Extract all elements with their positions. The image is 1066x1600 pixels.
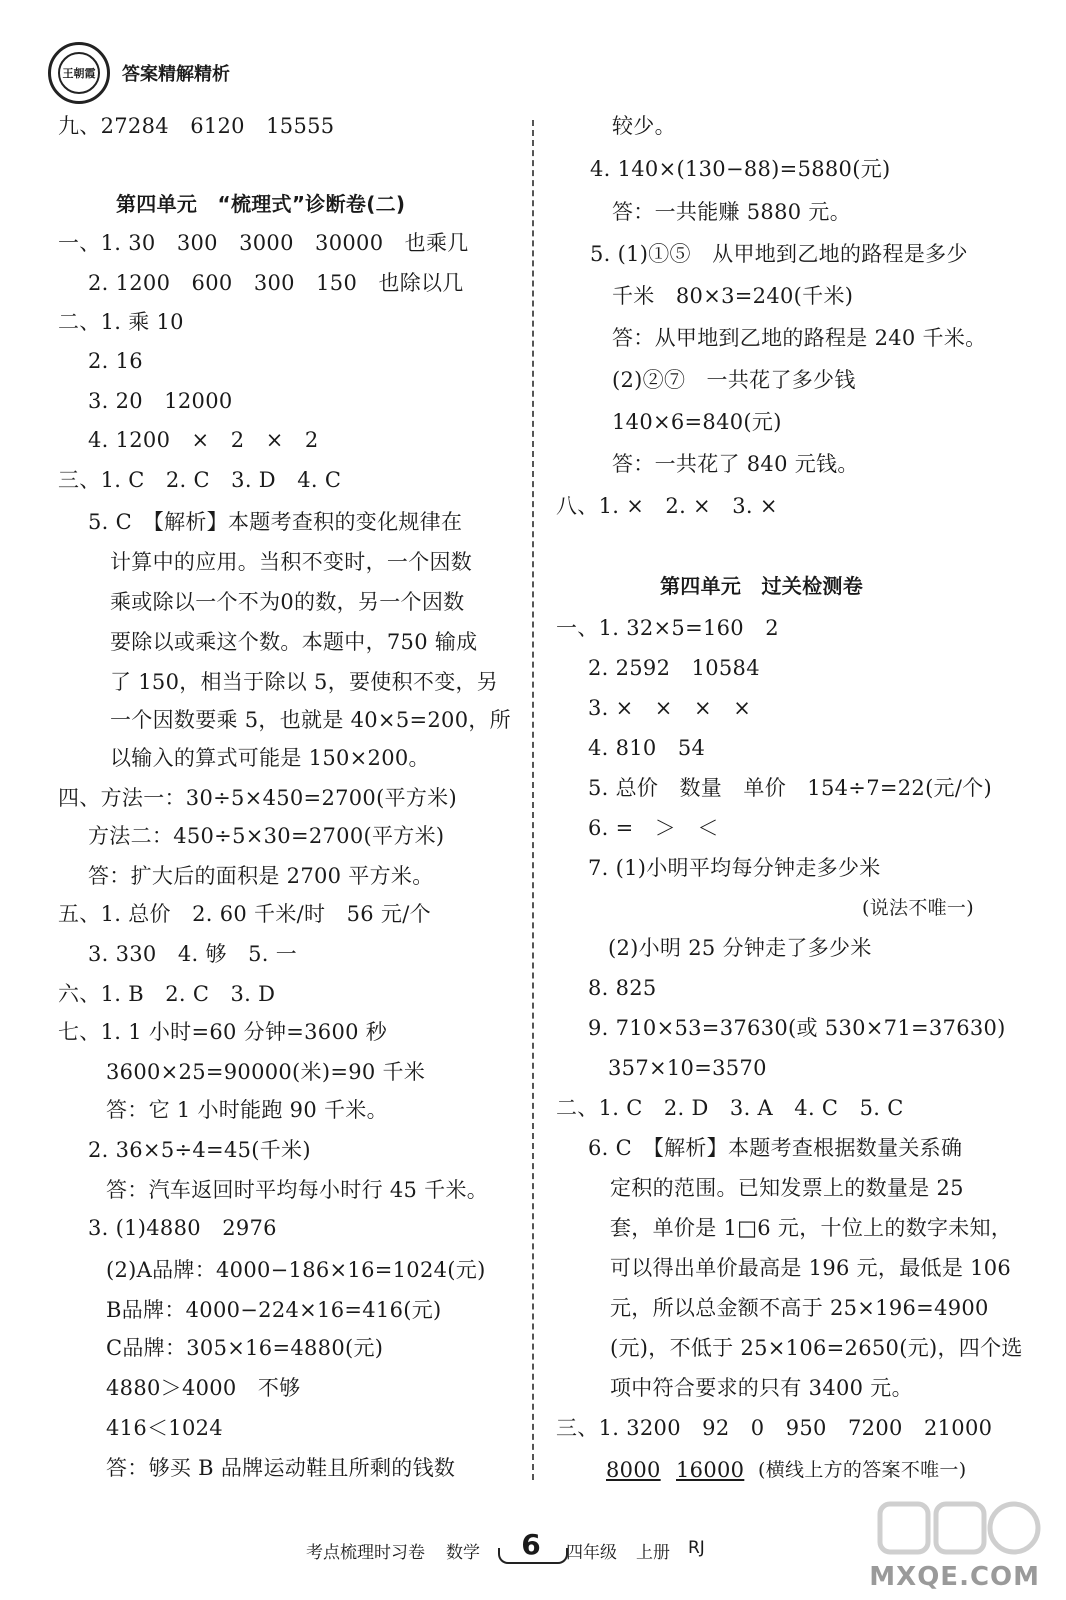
answer-line: 357×10=3570 (608, 1056, 767, 1080)
answer-line: 方法二：450÷5×30=2700(平方米) (88, 824, 445, 848)
answer-line: 可以得出单价最高是 196 元，最低是 106 (610, 1256, 1012, 1280)
answer-line: 7. (1)小明平均每分钟走多少米 (588, 856, 881, 880)
answer-line: 答：一共能赚 5880 元。 (612, 200, 851, 224)
answer-line: 答：扩大后的面积是 2700 平方米。 (88, 864, 434, 888)
answer-line: 4880＞4000 不够 (106, 1376, 301, 1400)
answer-line: 元，所以总金额不高于 25×196=4900 (610, 1296, 989, 1320)
publisher-logo (48, 42, 110, 104)
answer-line: 2. 16 (88, 349, 143, 373)
answer-line: 一个因数要乘 5，也就是 40×5=200，所 (110, 708, 511, 732)
footer-term: 上册 (636, 1543, 670, 1563)
answer-line: 答：汽车返回时平均每小时行 45 千米。 (106, 1178, 489, 1202)
underlined-answer: 8000 (606, 1458, 661, 1482)
logo-seal-icon (58, 52, 100, 94)
answer-line: C品牌：305×16=4880(元) (106, 1336, 384, 1360)
answer-line: 三、1. 3200 92 0 950 7200 21000 (556, 1416, 993, 1440)
answer-line: 答：它 1 小时能跑 90 千米。 (106, 1098, 388, 1122)
page-number: 6 (521, 1528, 541, 1561)
answer-line: 3. (1)4880 2976 (88, 1216, 277, 1240)
footer-grade: 四年级 (566, 1543, 617, 1563)
answer-note: (横线上方的答案不唯一) (758, 1459, 967, 1481)
answer-line: 3. 330 4. 够 5. 一 (88, 942, 298, 966)
answer-line: 九、27284 6120 15555 (58, 114, 335, 138)
answer-line: 答：从甲地到乙地的路程是 240 千米。 (612, 326, 987, 350)
answer-line: 项中符合要求的只有 3400 元。 (610, 1376, 913, 1400)
answer-line: 4. 1200 × 2 × 2 (88, 428, 319, 452)
answer-line: 3. × × × × (588, 696, 752, 720)
footer-book-title: 考点梳理时习卷 (306, 1543, 425, 1563)
answer-line: 2. 36×5÷4=45(千米) (88, 1138, 311, 1162)
answer-line: 套，单价是 1□6 元，十位上的数字未知， (610, 1216, 1013, 1240)
answer-line: 二、1. 乘 10 (58, 310, 184, 334)
section-heading: 第四单元 “梳理式”诊断卷(二) (116, 192, 406, 216)
answer-line: 六、1. B 2. C 3. D (58, 982, 276, 1006)
answer-line: 三、1. C 2. C 3. D 4. C (58, 468, 342, 492)
column-divider (532, 120, 534, 1480)
answer-line: 千米 80×3=240(千米) (612, 284, 854, 308)
answer-line: 了 150，相当于除以 5，要使积不变，另 (110, 670, 499, 694)
answer-line: 6. = ＞ ＜ (588, 816, 719, 840)
page-header (48, 42, 230, 104)
answer-line: 八、1. × 2. × 3. × (556, 494, 778, 518)
answer-line: 9. 710×53=37630(或 530×71=37630) (588, 1016, 1006, 1040)
answer-line: 计算中的应用。当积不变时，一个因数 (110, 550, 473, 574)
answer-line: 五、1. 总价 2. 60 千米/时 56 元/个 (58, 902, 431, 926)
answer-line: 140×6=840(元) (612, 410, 782, 434)
section-heading: 第四单元 过关检测卷 (660, 574, 863, 598)
answer-line: 3600×25=90000(米)=90 千米 (106, 1060, 426, 1084)
answer-line: 乘或除以一个不为0的数，另一个因数 (110, 590, 465, 614)
answer-line: 6. C 【解析】本题考查根据数量关系确 (588, 1136, 963, 1160)
answer-line: 答：够买 B 品牌运动鞋且所剩的钱数 (106, 1456, 456, 1480)
answer-line: 四、方法一：30÷5×450=2700(平方米) (58, 786, 457, 810)
answer-line: 二、1. C 2. D 3. A 4. C 5. C (556, 1096, 904, 1120)
answer-line: 2. 1200 600 300 150 也除以几 (88, 271, 464, 295)
watermark-text: MXQE.COM (869, 1562, 1040, 1592)
answer-line: (2)小明 25 分钟走了多少米 (608, 936, 872, 960)
header-title: 答案精解精析 (122, 64, 230, 85)
footer-subject: 数学 (446, 1543, 480, 1563)
answer-line: 七、1. 1 小时=60 分钟=3600 秒 (58, 1020, 388, 1044)
answer-line: 一、1. 32×5=160 2 (556, 616, 779, 640)
answer-line: 5. (1)①⑤ 从甲地到乙地的路程是多少 (590, 242, 968, 266)
answer-line: 4. 140×(130−88)=5880(元) (590, 157, 891, 181)
answer-note: (说法不唯一) (862, 897, 974, 919)
answer-line: 5. C 【解析】本题考查积的变化规律在 (88, 510, 463, 534)
answer-line: (元)，不低于 25×106=2650(元)，四个选 (610, 1336, 1023, 1360)
answer-line: 答：一共花了 840 元钱。 (612, 452, 859, 476)
answer-line: 3. 20 12000 (88, 389, 233, 413)
answer-line: (2)A品牌：4000−186×16=1024(元) (106, 1258, 486, 1282)
underlined-answer: 16000 (676, 1458, 745, 1482)
answer-line: 416＜1024 (106, 1416, 223, 1440)
answer-line: (2)②⑦ 一共花了多少钱 (612, 368, 856, 392)
answer-line: 定积的范围。已知发票上的数量是 25 (610, 1176, 964, 1200)
answer-line: 一、1. 30 300 3000 30000 也乘几 (58, 231, 469, 255)
answer-line: 8. 825 (588, 976, 657, 1000)
answer-line: 以输入的算式可能是 150×200。 (110, 746, 430, 770)
footer-edition: RJ (688, 1538, 705, 1558)
logo-text: 王朝霞 (62, 67, 96, 80)
answer-line: B品牌：4000−224×16=416(元) (106, 1298, 442, 1322)
answer-line: 要除以或乘这个数。本题中，750 输成 (110, 630, 478, 654)
answer-line: 2. 2592 10584 (588, 656, 760, 680)
answer-line: 5. 总价 数量 单价 154÷7=22(元/个) (588, 776, 993, 800)
answer-line: 4. 810 54 (588, 736, 706, 760)
answer-line: 较少。 (612, 114, 676, 138)
